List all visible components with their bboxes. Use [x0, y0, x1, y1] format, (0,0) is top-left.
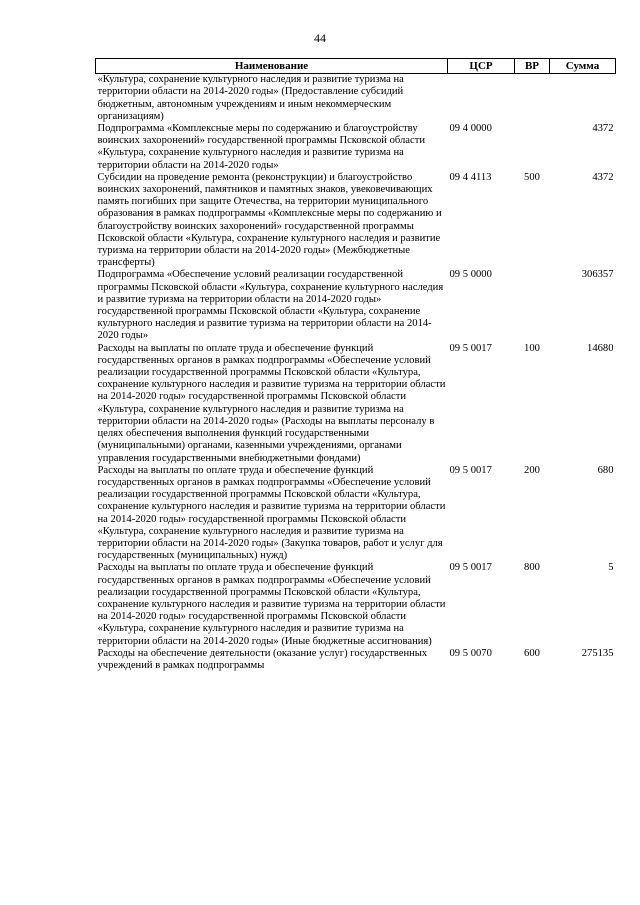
row-name: Расходы на обеспечение деятельности (оказание услуг) государственных учреждений в рамках подпрограммы — [97, 647, 428, 671]
table-row — [96, 74, 616, 123]
row-name: Подпрограмма «Обеспечение условий реализации государственной программы Псковской области «Культура, сохранение культурного наследия и развитие туризма на территории области на 2014-2020 годы» государственной программы Псковской области «Культура, сохранение культурного наследия и развитие туризма на территории области на 2014-2020 годы» — [97, 269, 444, 342]
table-header-row — [96, 59, 616, 74]
row-name: Расходы на выплаты по оплате труда и обеспечение функций государственных органов в рамках подпрограммы «Обеспечение условий реализации государственной программы Псковской области «Культура, сохранение культурного наследия и развитие туризма на территории области на 2014-2020 годы» государственной программы Псковской области «Культура, сохранение культурного наследия и развитие туризма на территории области на 2014-2020 годы» (Расходы на выплаты персоналу в целях обеспечения выполнения функций государственными (муниципальными) органами, казенными учреждениями, органами управления государственными внебюджетными фондами) — [97, 342, 446, 464]
row-vr: 800 — [524, 562, 540, 574]
row-csr: 09 5 0017 — [449, 464, 492, 476]
header-sum: Сумма — [550, 59, 616, 74]
table-row — [96, 123, 616, 172]
row-sum: 306357 — [581, 269, 614, 281]
row-name: «Культура, сохранение культурного наследия и развитие туризма на территории области на 2014-2020 годы» (Предоставление субсидий бюджетным, автономным учреждениям и иным некоммерческим организациям) — [97, 74, 404, 122]
row-sum: 14680 — [587, 342, 614, 354]
header-vr: ВР — [515, 59, 550, 74]
table-row — [96, 269, 616, 342]
row-sum: 4372 — [592, 171, 614, 183]
table-row — [96, 562, 616, 647]
row-csr — [448, 74, 515, 123]
row-sum — [550, 74, 616, 123]
row-vr: 200 — [524, 464, 540, 476]
row-csr: 09 5 0070 — [449, 647, 492, 659]
row-name: Расходы на выплаты по оплате труда и обеспечение функций государственных органов в рамках подпрограммы «Обеспечение условий реализации государственной программы Псковской области «Культура, сохранение культурного наследия и развитие туризма на территории области на 2014-2020 годы» государственной программы Псковской области «Культура, сохранение культурного наследия и развитие туризма на территории области на 2014-2020 годы» (Иные бюджетные ассигнования) — [97, 562, 446, 647]
table-row — [96, 343, 616, 465]
row-vr: 100 — [524, 342, 540, 354]
row-name: Субсидии на проведение ремонта (реконструкции) и благоустройство воинских захоронений, памятников и памятных знаков, увековечивающих память погибших при защите Отечества, на территории муниципального образования в рамках подпрограммы «Комплексные меры по содержанию и благоустройству воинских захоронений» государственной программы Псковской области «Культура, сохранение культурного наследия и развитие туризма на территории области на 2014-2020 годы» (Межбюджетные трансферты) — [97, 171, 442, 269]
row-vr: 600 — [524, 647, 540, 659]
table-row — [96, 465, 616, 563]
row-csr: 09 5 0017 — [449, 342, 492, 354]
row-name: Расходы на выплаты по оплате труда и обеспечение функций государственных органов в рамках подпрограммы «Обеспечение условий реализации государственной программы Псковской области «Культура, сохранение культурного наследия и развитие туризма на территории области на 2014-2020 годы» государственной программы Псковской области «Культура, сохранение культурного наследия и развитие туризма на территории области на 2014-2020 годы» (Закупка товаров, работ и услуг для государственных (муниципальных) нужд) — [97, 464, 446, 562]
row-sum: 680 — [597, 464, 614, 476]
header-name: Наименование — [96, 59, 448, 74]
table-row — [96, 172, 616, 270]
row-csr: 09 5 0000 — [449, 269, 492, 281]
row-sum: 4372 — [592, 123, 614, 135]
budget-table — [95, 58, 616, 672]
row-csr: 09 5 0017 — [449, 562, 492, 574]
row-name: Подпрограмма «Комплексные меры по содержанию и благоустройству воинских захоронений» государственной программы Псковской области «Культура, сохранение культурного наследия и развитие туризма на территории области на 2014-2020 годы» — [97, 123, 425, 171]
row-csr: 09 4 4113 — [449, 171, 492, 183]
row-sum: 5 — [608, 562, 614, 574]
header-csr: ЦСР — [448, 59, 515, 74]
row-vr — [515, 123, 550, 172]
row-vr — [515, 269, 550, 342]
row-vr: 500 — [524, 171, 540, 183]
table-row — [96, 648, 616, 672]
row-vr — [515, 74, 550, 123]
page-number: 44 — [314, 31, 326, 45]
row-csr: 09 4 0000 — [449, 123, 492, 135]
row-sum: 275135 — [581, 647, 614, 659]
